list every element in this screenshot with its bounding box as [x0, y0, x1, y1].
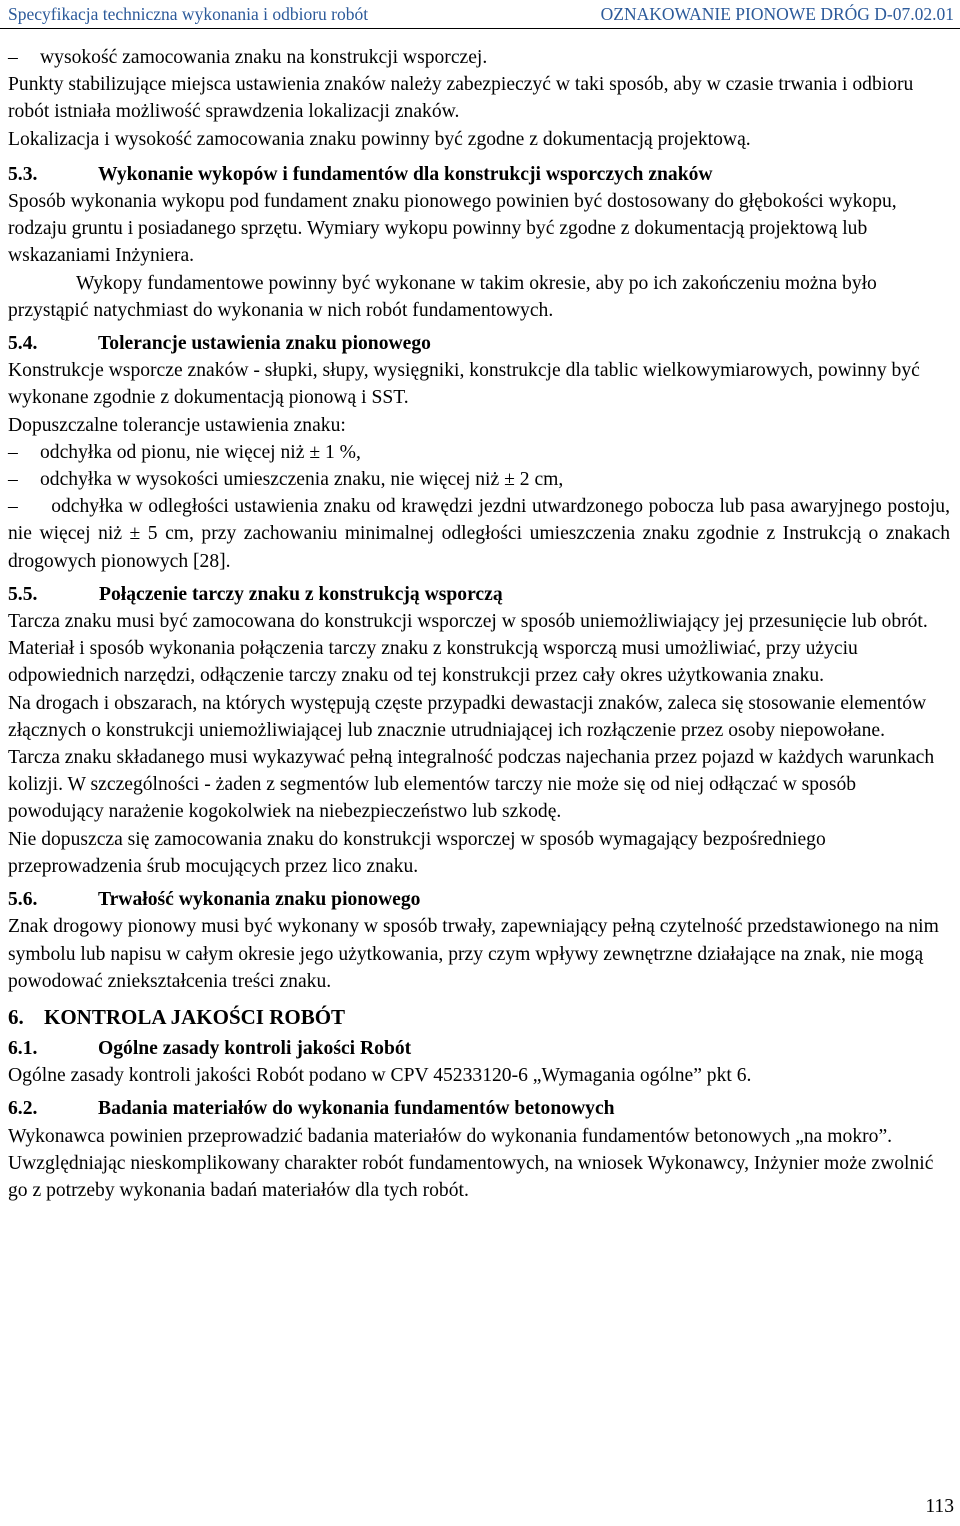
section-title: Tolerancje ustawienia znaku pionowego [98, 333, 431, 355]
paragraph: Wykonawca powinien przeprowadzić badania materiałów do wykonania fundamentów betonowych „na mokro”. Uwzględniając nieskomplikowany charakter robót fundamentowych, na wniosek Wykonawcy, Inżynier może zwolnić go z potrzeby wykonania badań materiałów dla tych robót. [8, 1125, 934, 1201]
section-title: Wykonanie wykopów i fundamentów dla konstrukcji wsporczych znaków [98, 163, 713, 185]
dash-bullet: – [8, 47, 18, 68]
paragraph: Sposób wykonania wykopu pod fundament znaku pionowego powinien być dostosowany do głębokości wykopu, rodzaju gruntu i posiadanego sprzętu. Wymiary wykopu powinny być zgodne z dokumentacją projektową lub wskazaniami Inżyniera. [8, 191, 897, 267]
chapter-title: KONTROLA JAKOŚCI ROBÓT [44, 1004, 346, 1029]
paragraph: Punkty stabilizujące miejsca ustawienia znaków należy zabezpieczyć w taki sposób, aby w czasie trwania i odbioru robót istniała możliwość sprawdzenia lokalizacji znaków. [8, 74, 914, 123]
section-heading-5-4 [8, 330, 950, 357]
paragraph: Konstrukcje wsporcze znaków - słupki, słupy, wysięgniki, konstrukcje dla tablic wielkowymiarowych, powinny być wykonane zgodnie z dokumentacją pionową i SST. [8, 360, 920, 409]
chapter-heading-6 [8, 1003, 950, 1031]
paragraph: Dopuszczalne tolerancje ustawienia znaku: [8, 414, 346, 436]
list-item-text: odchyłka od pionu, nie więcej niż ± 1 %, [40, 441, 361, 463]
section-title: Trwałość wykonania znaku pionowego [98, 889, 421, 911]
paragraph: Materiał i sposób wykonania połączenia tarczy znaku z konstrukcją wsporczą musi umożliwiać, przy użyciu odpowiednich narzędzi, odłączenie tarczy znaku od tej konstrukcji przez cały okres użytkowania znaku. [8, 638, 858, 687]
dash-bullet: – [8, 469, 18, 491]
section-number: 6.2. [8, 1098, 38, 1120]
header-section-title: OZNAKOWANIE PIONOWE DRÓG D-07.02.01 [600, 4, 954, 24]
list-item [8, 493, 950, 575]
section-title: Połączenie tarczy znaku z konstrukcją wsporczą [99, 583, 503, 605]
section-heading-5-6 [8, 886, 950, 913]
list-item-text: odchyłka w odległości ustawienia znaku od krawędzi jezdni utwardzonego pobocza lub pasa awaryjnego postoju, nie więcej niż ± 5 cm, przy zachowaniu minimalnej odległości umieszczenia znaku zgodnie z Instrukcją o znakach drogowych pionowych [28]. [8, 496, 950, 572]
section-number: 6.1. [8, 1037, 38, 1059]
page-number: 113 [925, 1496, 954, 1517]
list-item [8, 466, 950, 493]
list-item [8, 439, 950, 466]
paragraph: Nie dopuszcza się zamocowania znaku do konstrukcji wsporczej w sposób wymagający bezpośredniego przeprowadzenia śrub mocujących przez lico znaku. [8, 828, 826, 877]
paragraph: Lokalizacja i wysokość zamocowania znaku powinny być zgodne z dokumentacją projektową. [8, 128, 751, 150]
paragraph: Tarcza znaku musi być zamocowana do konstrukcji wsporczej w sposób uniemożliwiający jej przesunięcie lub obrót. [8, 611, 928, 633]
paragraph: Znak drogowy pionowy musi być wykonany w sposób trwały, zapewniający pełną czytelność przedstawionego na nim symbolu lub napisu w całym okresie jego użytkowania, przy czym wpływy zewnętrzne działające na znak, nie mogą powodować zniekształcenia treści znaku. [8, 916, 939, 992]
section-number: 5.6. [8, 889, 38, 911]
paragraph: Tarcza znaku składanego musi wykazywać pełną integralność podczas najechania przez pojazd w każdych warunkach kolizji. W szczególności - żaden z segmentów lub elementów tarczy nie może się od niej odłączać w sposób powodujący narażenie kogokolwiek na niebezpieczeństwo lub szkodę. [8, 747, 935, 823]
paragraph: Na drogach i obszarach, na których występują częste przypadki dewastacji znaków, zaleca się stosowanie elementów złącznych o konstrukcji uniemożliwiającej lub znacznie utrudniającej ich rozłączenie przez osoby niepowołane. [8, 692, 927, 741]
paragraph: Wykopy fundamentowe powinny być wykonane w takim okresie, aby po ich zakończeniu można było przystąpić natychmiast do wykonania w nich robót fundamentowych. [8, 272, 877, 321]
header-document-title: Specyfikacja techniczna wykonania i odbioru robót [8, 4, 369, 24]
paragraph: Ogólne zasady kontroli jakości Robót podano w CPV 45233120-6 „Wymagania ogólne” pkt 6. [8, 1065, 752, 1087]
section-heading-5-3 [8, 161, 950, 188]
page-header [0, 0, 960, 29]
list-item [8, 44, 950, 71]
document-body [8, 44, 950, 1204]
section-number: 5.5. [8, 583, 38, 605]
section-heading-5-5 [8, 581, 950, 608]
section-number: 5.3. [8, 163, 38, 185]
dash-bullet: – [8, 496, 18, 518]
section-number: 5.4. [8, 333, 38, 355]
section-title: Ogólne zasady kontroli jakości Robót [98, 1037, 412, 1059]
dash-bullet: – [8, 441, 18, 463]
list-item-text: odchyłka w wysokości umieszczenia znaku, nie więcej niż ± 2 cm, [40, 469, 564, 491]
chapter-number: 6. [8, 1004, 24, 1029]
section-heading-6-2 [8, 1095, 950, 1122]
list-item-text: wysokość zamocowania znaku na konstrukcji wsporczej. [40, 47, 488, 68]
section-title: Badania materiałów do wykonania fundamentów betonowych [98, 1098, 615, 1120]
section-heading-6-1 [8, 1035, 950, 1062]
